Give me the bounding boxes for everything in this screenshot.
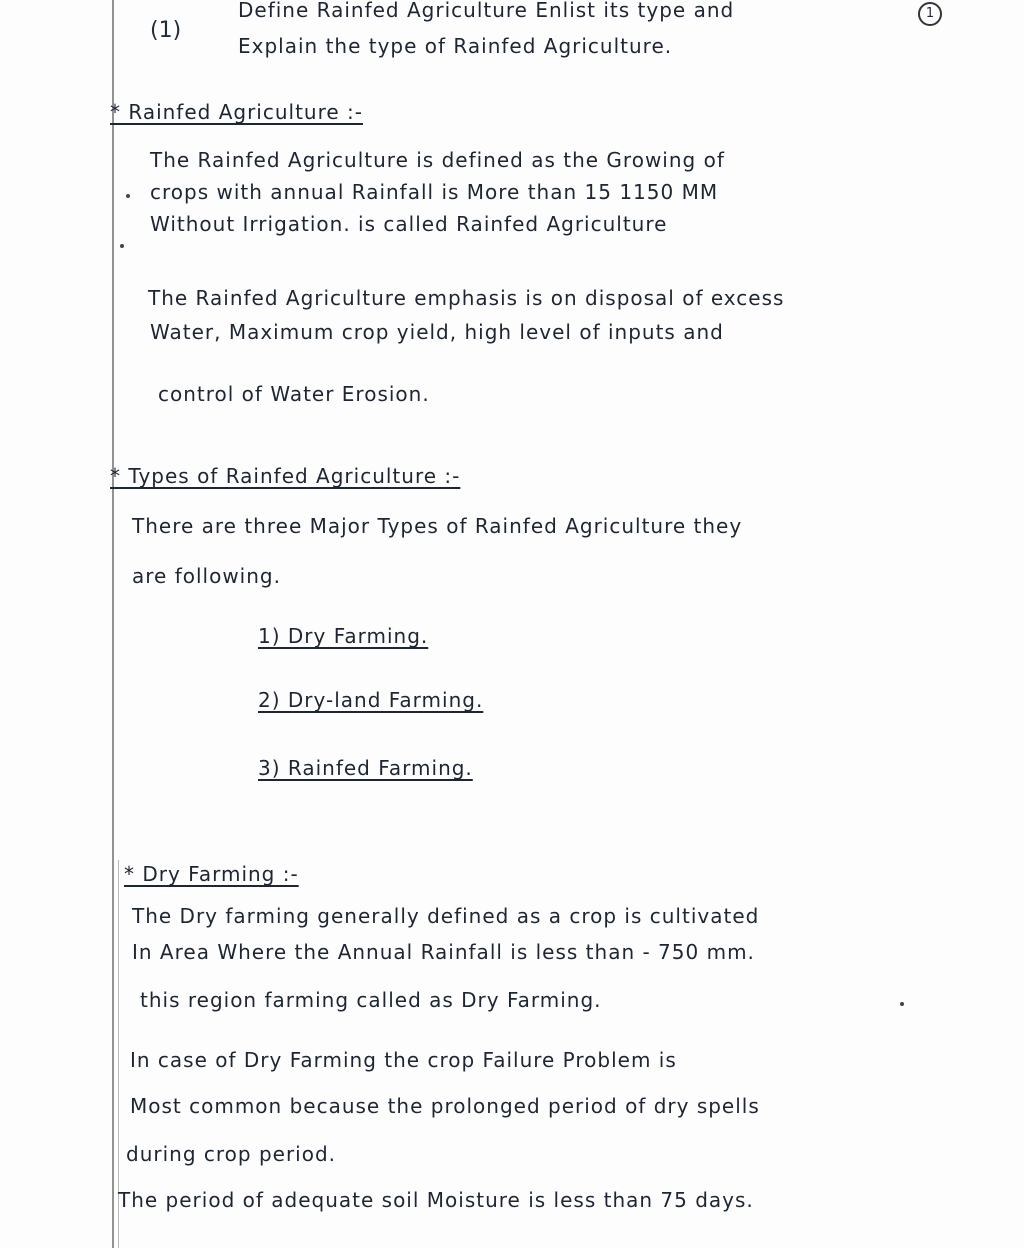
heading-dry-farming: * Dry Farming :- bbox=[124, 862, 299, 886]
types-intro-line-2: are following. bbox=[132, 564, 281, 588]
stray-dot bbox=[900, 1002, 904, 1006]
type-item-2: 2) Dry-land Farming. bbox=[258, 688, 484, 712]
heading-rainfed-agriculture: * Rainfed Agriculture :- bbox=[110, 100, 364, 124]
para1-line-3: Without Irrigation. is called Rainfed Agriculture bbox=[150, 212, 668, 236]
marks-badge: 1 bbox=[918, 2, 942, 26]
heading-types-rainfed bbox=[110, 464, 460, 488]
stray-dot bbox=[120, 244, 124, 248]
question-line-2: Explain the type of Rainfed Agriculture. bbox=[238, 34, 673, 58]
dry-para1-line-3: this region farming called as Dry Farming. bbox=[140, 988, 602, 1012]
dry-para1-line-2: In Area Where the Annual Rainfall is less than - 750 mm. bbox=[132, 940, 755, 964]
dry-para2-line-3: during crop period. bbox=[126, 1142, 337, 1166]
para1-line-2: crops with annual Rainfall is More than 15 1150 MM bbox=[150, 180, 719, 204]
type-item-3: 3) Rainfed Farming. bbox=[258, 756, 473, 780]
question-line-1: Define Rainfed Agriculture Enlist its type and bbox=[238, 0, 735, 22]
dry-para1-line-1: The Dry farming generally defined as a crop is cultivated bbox=[132, 904, 760, 928]
dry-para3-line-1: The period of adequate soil Moisture is less than 75 days. bbox=[118, 1188, 754, 1212]
type-item-1: 1) Dry Farming. bbox=[258, 624, 429, 648]
para2-line-1: The Rainfed Agriculture emphasis is on disposal of excess bbox=[148, 286, 785, 310]
para2-line-3: control of Water Erosion. bbox=[158, 382, 430, 406]
types-intro-line-1: There are three Major Types of Rainfed Agriculture they bbox=[132, 514, 743, 538]
question-number: (1) bbox=[150, 18, 182, 43]
margin-line bbox=[112, 0, 114, 1248]
stray-dot bbox=[126, 194, 130, 198]
dry-para2-line-2: Most common because the prolonged period of dry spells bbox=[130, 1094, 760, 1118]
para2-line-2: Water, Maximum crop yield, high level of inputs and bbox=[150, 320, 724, 344]
dry-para2-line-1: In case of Dry Farming the crop Failure Problem is bbox=[130, 1048, 677, 1072]
para1-line-1: The Rainfed Agriculture is defined as the Growing of bbox=[150, 148, 725, 172]
heading-types-rainfed-text: * Types of Rainfed Agriculture :- bbox=[110, 464, 461, 488]
